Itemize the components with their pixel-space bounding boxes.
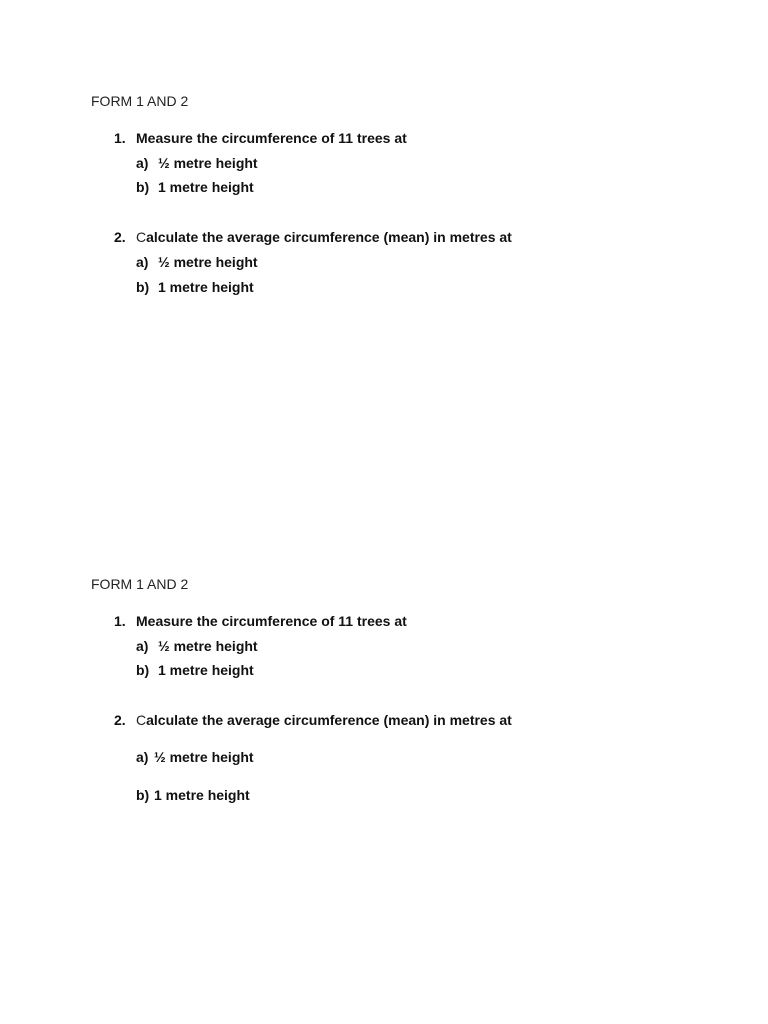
question-1-2-option-b (136, 278, 254, 296)
option-marker: a) (136, 749, 149, 765)
question-2-1-option-a (136, 637, 258, 655)
question-1-1 (114, 129, 407, 147)
form-heading-1: FORM 1 AND 2 (91, 93, 189, 109)
option-text: ½ metre height (158, 155, 258, 171)
question-number: 1. (114, 613, 126, 629)
option-text: 1 metre height (158, 279, 254, 295)
option-text: ½ metre height (154, 749, 254, 765)
option-text: 1 metre height (158, 179, 254, 195)
question-text: alculate the average circumference (mean) in metres at (146, 229, 512, 245)
option-marker: b) (136, 787, 150, 803)
option-text: ½ metre height (158, 638, 258, 654)
question-text: Measure the circumference of 11 trees at (136, 130, 407, 146)
question-1-1-option-b (136, 178, 254, 196)
option-marker: b) (136, 662, 150, 678)
question-first-letter: C (136, 229, 147, 245)
option-marker: a) (136, 638, 149, 654)
question-text: alculate the average circumference (mean) in metres at (146, 712, 512, 728)
option-marker: a) (136, 155, 149, 171)
question-2-2-option-b (136, 786, 250, 804)
question-1-2 (114, 228, 512, 246)
question-1-1-option-a (136, 154, 258, 172)
question-2-1-option-b (136, 661, 254, 679)
question-number: 2. (114, 229, 126, 245)
question-1-2-option-a (136, 253, 258, 271)
question-text: Measure the circumference of 11 trees at (136, 613, 407, 629)
option-text: ½ metre height (158, 254, 258, 270)
option-marker: a) (136, 254, 149, 270)
form-heading-2: FORM 1 AND 2 (91, 576, 189, 592)
question-2-2-option-a (136, 748, 254, 766)
option-text: 1 metre height (154, 787, 250, 803)
question-number: 1. (114, 130, 126, 146)
question-first-letter: C (136, 712, 147, 728)
option-text: 1 metre height (158, 662, 254, 678)
option-marker: b) (136, 279, 150, 295)
option-marker: b) (136, 179, 150, 195)
question-2-1 (114, 612, 407, 630)
question-2-2 (114, 711, 512, 729)
question-number: 2. (114, 712, 126, 728)
